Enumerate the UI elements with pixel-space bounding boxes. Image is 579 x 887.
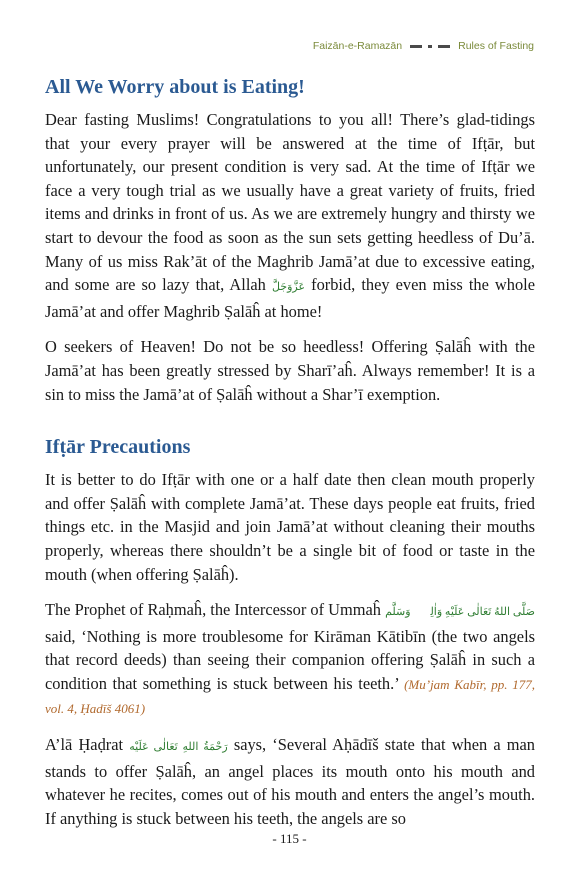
paragraph-text: Dear fasting Muslims! Congratulations to you all! There’s glad-tidings that your every prayer will be answered at the time of Ifṭār, but unfortunately, our present condition is very sad. At the time of Ifṭār we face a very tough trial as we usually have a great variety of fruits, fried items and drinks in front of us. As we are extremely hungry and thirsty we start to devour the food as soon as the sun sets getting heedless of Du’ā. Many of us miss Rak’āt of the Maghrib Jamā’at due to excessive eating, and some are so lazy that, Allah [45,110,535,295]
arabic-honorific: رَحْمَةُ اللهِ تَعَالٰى عَلَيْه [129,741,228,754]
page-number: - 115 - [272,831,307,846]
chapter-title: Rules of Fasting [458,40,534,52]
header-separator [410,45,450,48]
paragraph-text: A’lā Ḥaḍrat [45,735,124,755]
paragraph-text: says, ‘Several Aḥādīš state that when a man stands to offer Ṣalāĥ, an angel places its mouth onto his mouth and whatever he recites, comes out of his mouth and enters the angel’s mouth. If anything is stuck between his teeth, the angels are so [45,735,536,828]
paragraph-text: The Prophet of Raḥmaĥ, the Intercessor of Ummaĥ [45,600,381,620]
arabic-honorific: عَزَّوَجَلَّ [271,281,306,294]
section-heading-iftar: Ifṭār Precautions [45,436,191,459]
paragraph-prophet-hadith [45,598,535,721]
paragraph-iftar-date: It is better to do Ifṭār with one or a half date then clean mouth properly and offer Ṣalāĥ with complete Jamā’at. These days people eat fruits, fried things etc. in the Masjid and join Jamā’at without cleaning their mouths properly, whereas there shouldn’t be a single bit of food or taste in the mouth (when offering Ṣalāĥ). [45,470,535,584]
section-heading-eating: All We Worry about is Eating! [45,76,305,98]
separator-dash-right [438,45,450,48]
arabic-salutation: صَلَّى اللهُ تَعَالٰى عَلَيْهِ وَاٰلِهٖ وَسَلَّم [385,606,535,619]
hadith-reference: (Mu’jam Kabīr, pp. 177, vol. 4, Ḥadīš 4061) [45,676,535,717]
paragraph-text: said, ‘Nothing is more troublesome for Kirāman Kātibīn (the two angels that record deeds) than seeing their companion offering Ṣalāĥ in such a condition that something is stuck between his teeth.’ [45,626,535,693]
running-header [313,40,534,52]
separator-dot [428,45,432,48]
separator-dash-left [410,45,422,48]
book-title: Faizān-e-Ramazān [312,40,403,52]
paragraph-eating [45,108,535,323]
paragraph-seekers: O seekers of Heaven! Do not be so heedless! Offering Ṣalāĥ with the Jamā’at has been greatly stressed by Sharī’aĥ. Always remember! It is a sin to miss the Jamā’at of Ṣalāĥ without a Shar’ī exemption. [45,337,535,404]
paragraph-ala-hadrat [45,733,535,830]
paragraph-text: forbid, they even miss the whole Jamā’at and offer Maghrib Ṣalāĥ at home! [45,275,535,321]
page-body [45,70,535,830]
